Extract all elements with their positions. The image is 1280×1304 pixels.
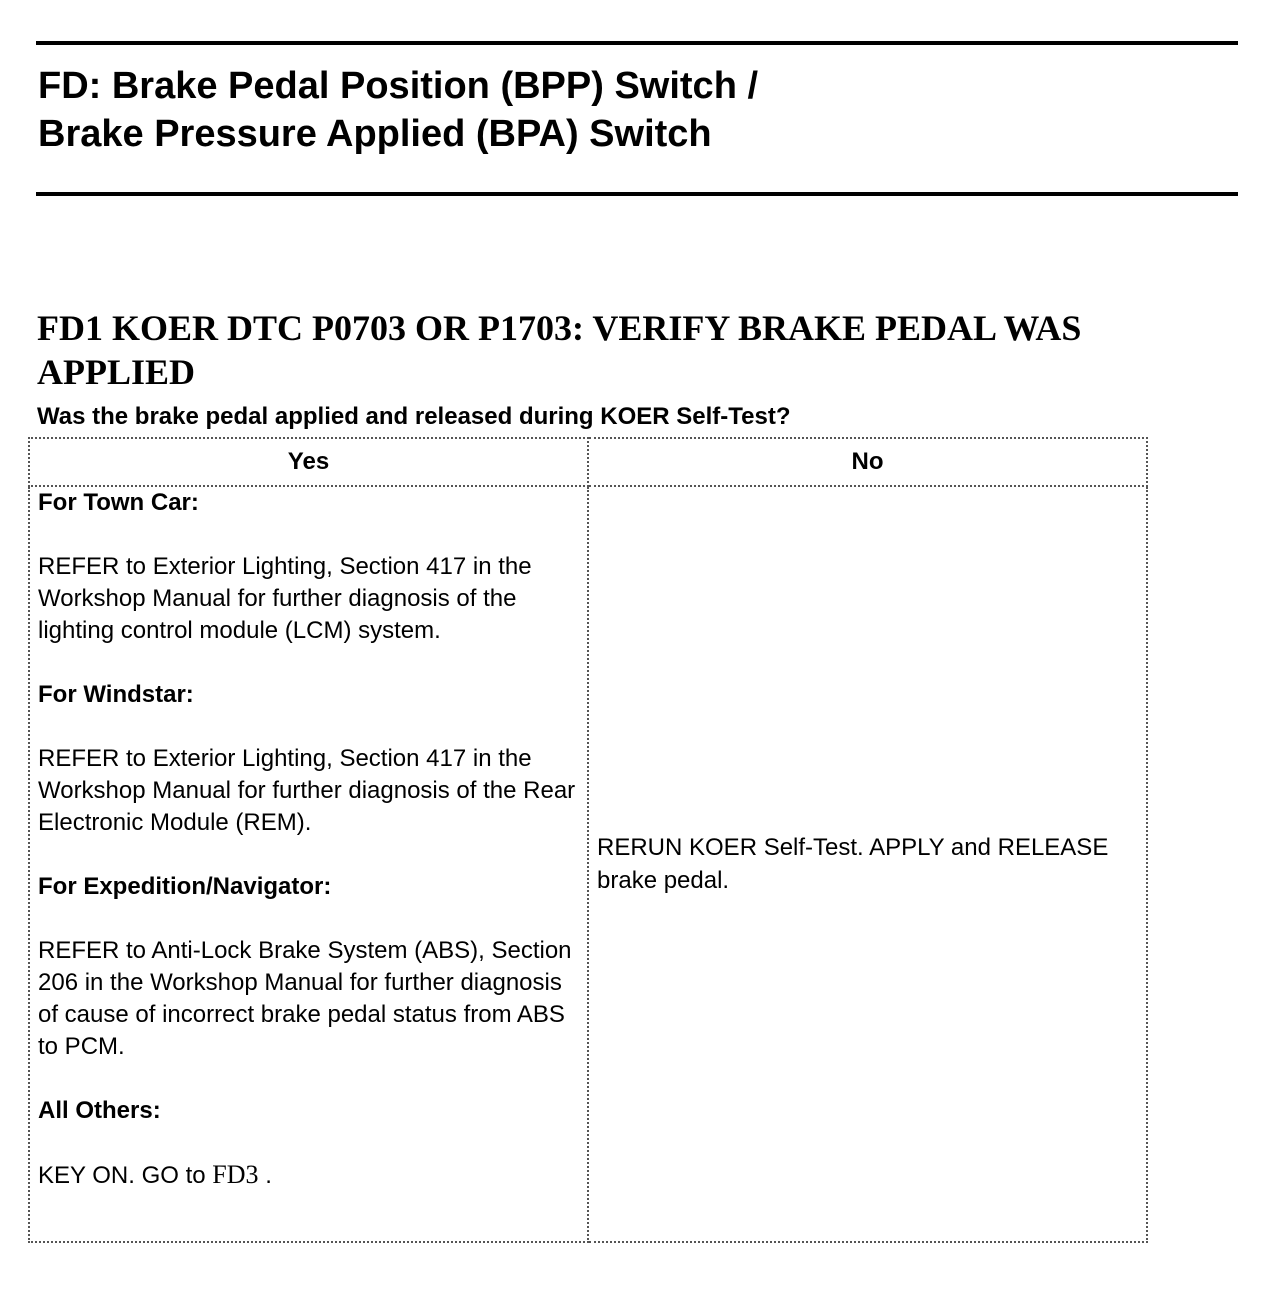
decision-table xyxy=(28,437,1148,1243)
table-header-row xyxy=(29,438,1147,486)
step-question: Was the brake pedal applied and released during KOER Self-Test? xyxy=(37,403,791,430)
goto-fd3-link[interactable]: FD3 xyxy=(212,1160,259,1189)
expedition-navigator-heading: For Expedition/Navigator: xyxy=(38,873,332,900)
section-title-line-1: FD: Brake Pedal Position (BPP) Switch / xyxy=(38,65,759,107)
expedition-navigator-instruction: REFER to Anti-Lock Brake System (ABS), Section 206 in the Workshop Manual for further diagnosis of cause of incorrect brake pedal status from ABS to PCM. xyxy=(38,937,572,1060)
windstar-instruction: REFER to Exterior Lighting, Section 417 in the Workshop Manual for further diagnosis of the Rear Electronic Module (REM). xyxy=(38,745,576,836)
yes-cell xyxy=(29,486,588,1242)
all-others-instruction xyxy=(38,1159,579,1192)
section-title xyxy=(38,62,758,158)
section-title-line-2: Brake Pressure Applied (BPA) Switch xyxy=(38,113,712,155)
step-title: FD1 KOER DTC P0703 OR P1703: VERIFY BRAKE PEDAL WAS APPLIED xyxy=(37,308,1082,392)
town-car-instruction: REFER to Exterior Lighting, Section 417 in the Workshop Manual for further diagnosis of the lighting control module (LCM) system. xyxy=(38,553,532,644)
yes-column-header: Yes xyxy=(29,438,588,486)
no-cell xyxy=(588,486,1147,1242)
no-instruction: RERUN KOER Self-Test. APPLY and RELEASE brake pedal. xyxy=(597,834,1109,894)
top-rule xyxy=(36,41,1238,45)
town-car-heading: For Town Car: xyxy=(38,489,199,516)
no-column-header: No xyxy=(588,438,1147,486)
all-others-text: KEY ON. GO to xyxy=(38,1162,206,1189)
table-row xyxy=(29,486,1147,1242)
bottom-rule xyxy=(36,192,1238,196)
all-others-period: . xyxy=(265,1162,272,1189)
windstar-heading: For Windstar: xyxy=(38,681,194,708)
all-others-heading: All Others: xyxy=(38,1097,161,1124)
